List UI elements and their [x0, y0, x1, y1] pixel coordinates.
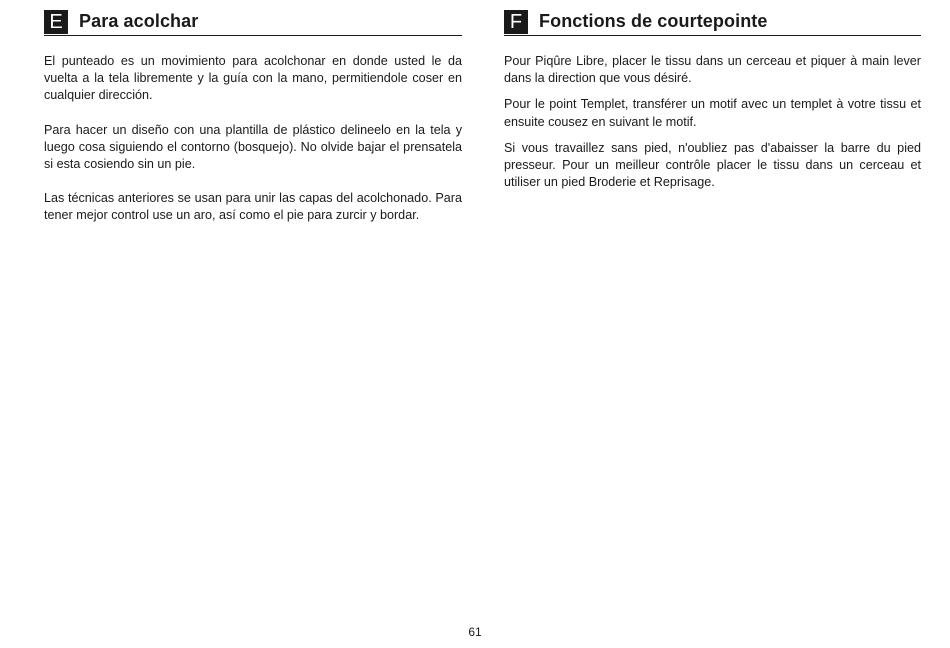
section-title-spanish: Para acolchar — [79, 11, 199, 31]
paragraph: Para hacer un diseño con una plantilla de plástico delineelo en la tela y luego cosa siguiendo el contorno (bosquejo). No olvide bajar el prensatela si esta cosiendo sin un pie. — [44, 122, 462, 172]
paragraph: Pour Piqûre Libre, placer le tissu dans un cerceau et piquer à main lever dans la direction que vous désiré. — [504, 54, 921, 86]
language-badge-f: F — [504, 10, 528, 34]
section-header-french — [504, 9, 921, 36]
section-french — [504, 9, 921, 191]
section-body-spanish — [44, 53, 462, 225]
page-number: 61 — [468, 625, 482, 639]
section-body-french — [504, 53, 921, 191]
paragraph: Las técnicas anteriores se usan para unir las capas del acolchonado. Para tener mejor control use un aro, así como el pie para zurcir y bordar. — [44, 191, 462, 223]
section-spanish — [44, 9, 462, 225]
paragraph: Pour le point Templet, transférer un motif avec un templet à votre tissu et ensuite cousez en suivant le motif. — [504, 97, 921, 129]
section-title-french: Fonctions de courtepointe — [539, 11, 768, 31]
language-badge-e: E — [44, 10, 68, 34]
paragraph: El punteado es un movimiento para acolchonar en donde usted le da vuelta a la tela libremente y la guía con la mano, permitiendole coser en cualquier dirección. — [44, 54, 462, 103]
paragraph: Si vous travaillez sans pied, n'oubliez pas d'abaisser la barre du pied presseur. Pour un meilleur contrôle placer le tissu dans un cerceau et utiliser un pied Broderie et Reprisage. — [504, 140, 921, 190]
section-header-spanish — [44, 9, 462, 36]
